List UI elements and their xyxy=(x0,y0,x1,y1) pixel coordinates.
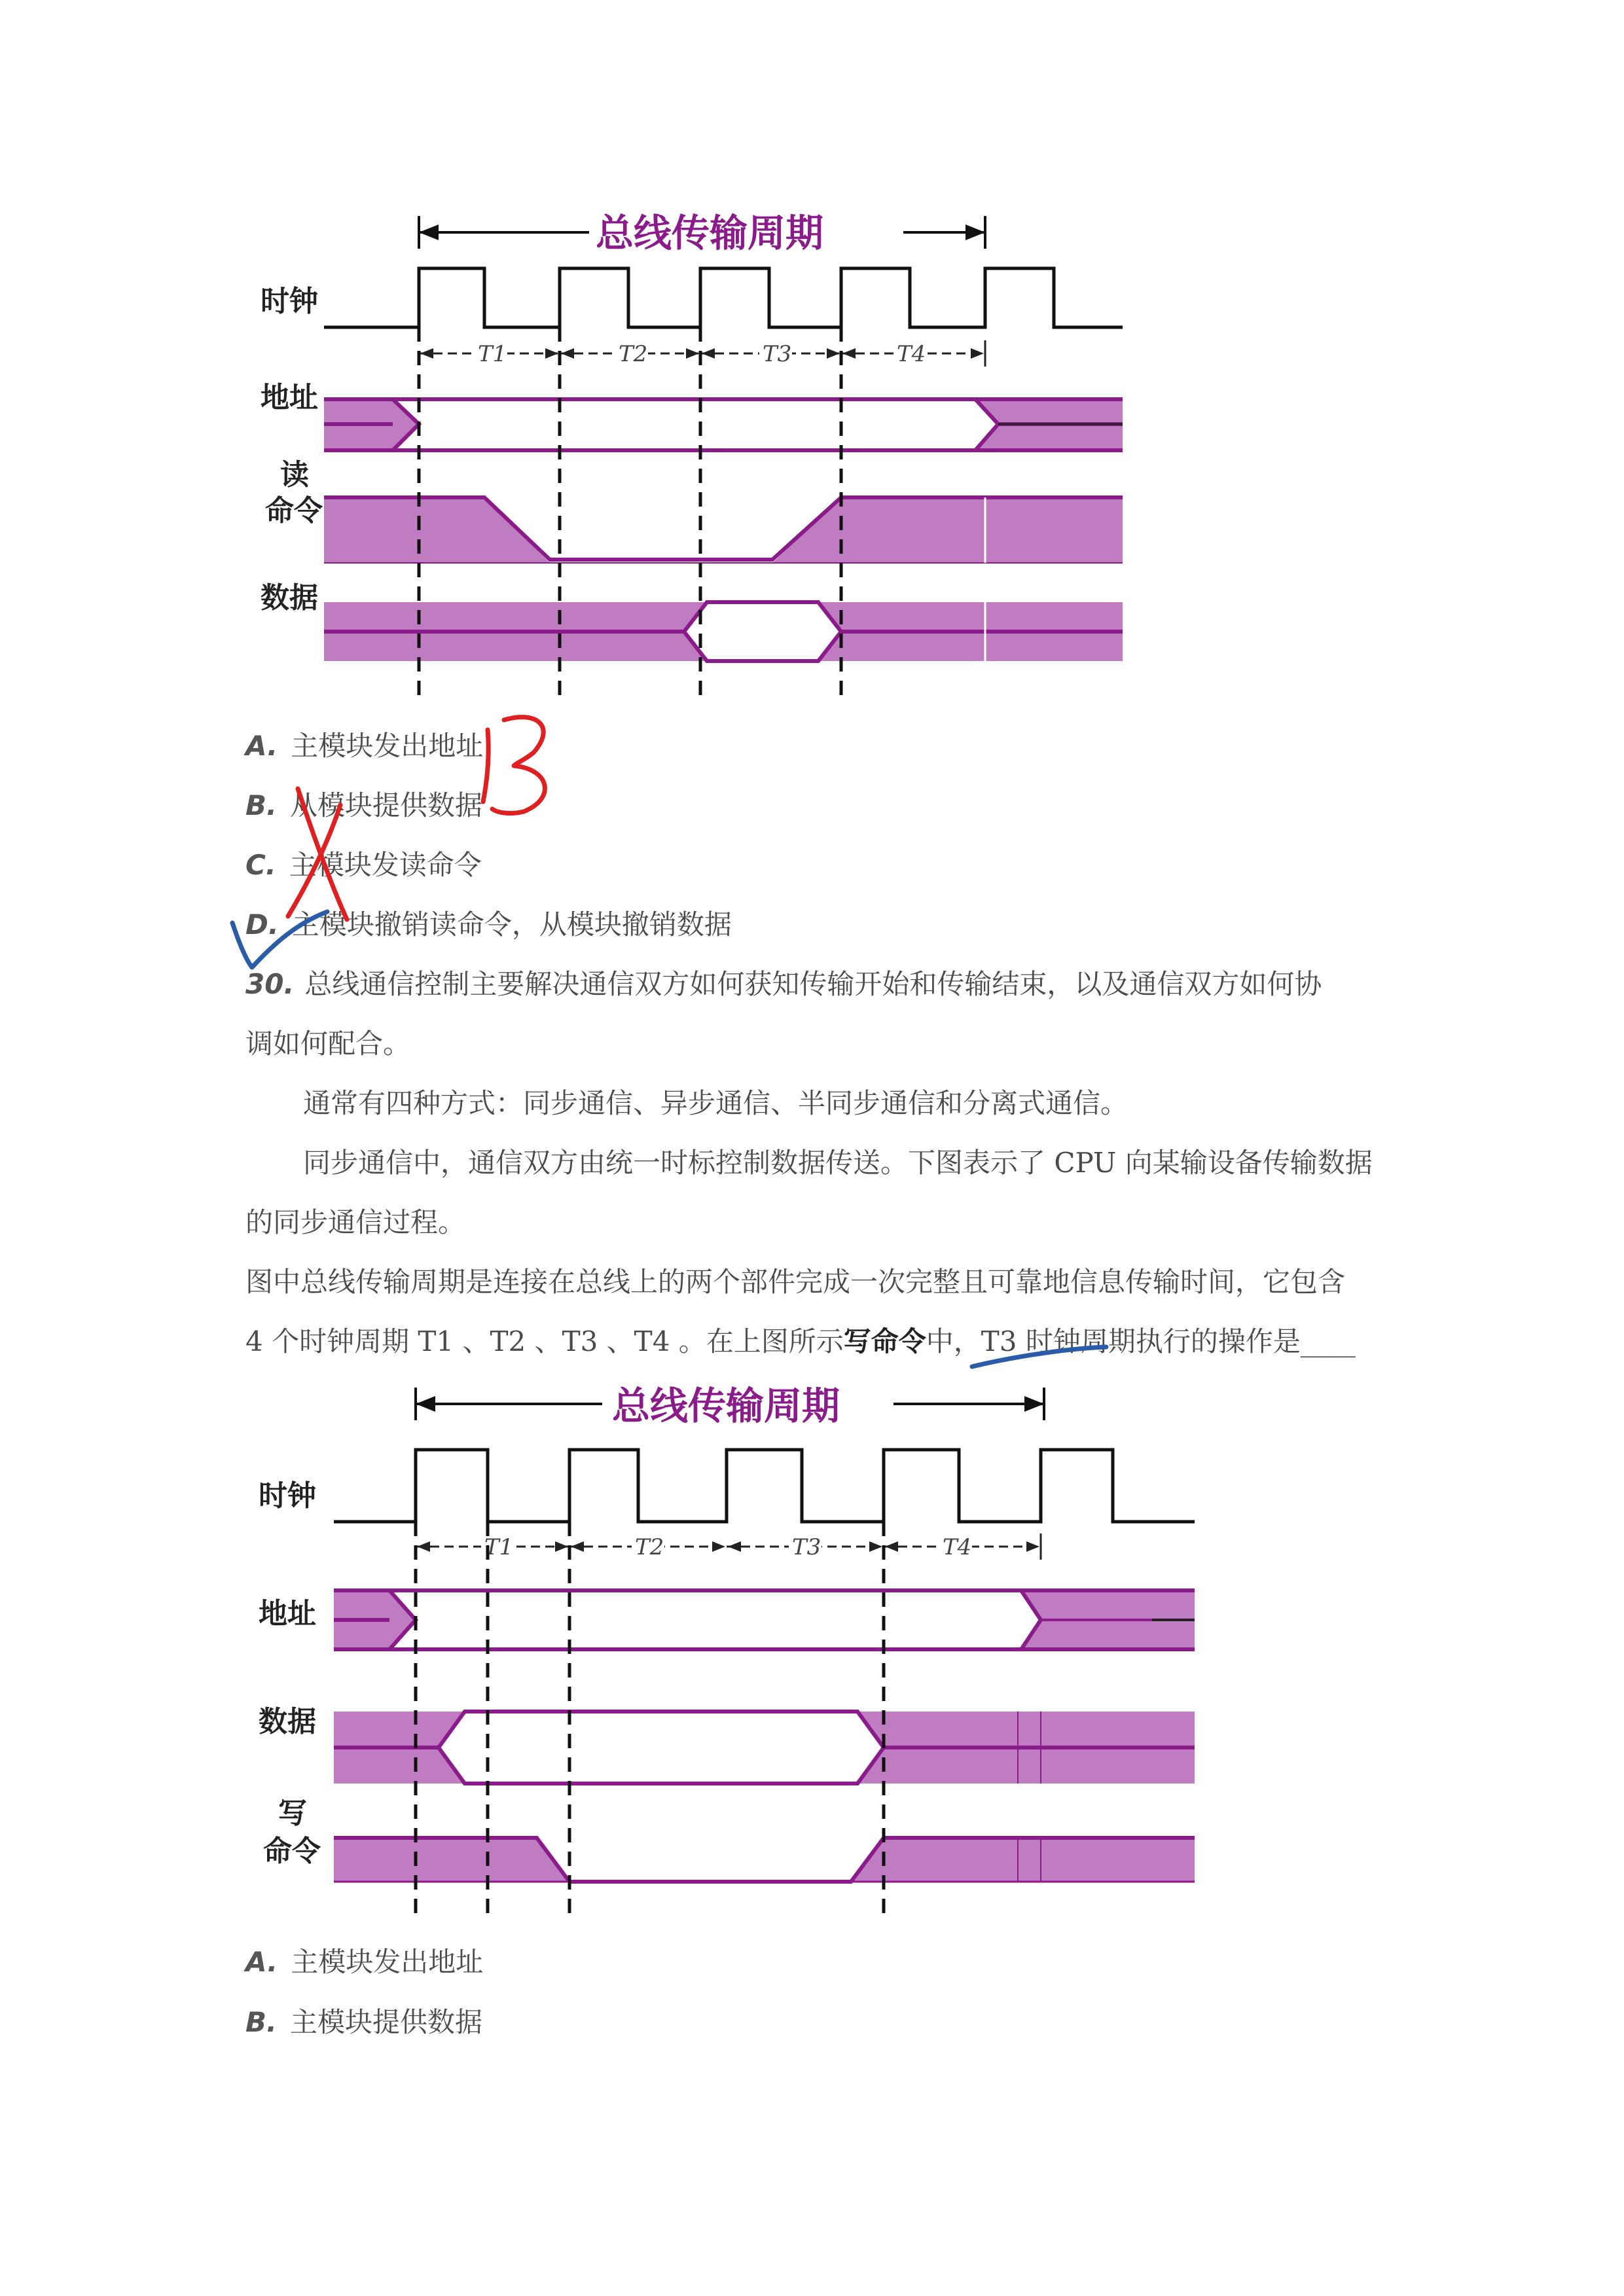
t3-label: T3 xyxy=(792,1534,821,1560)
paragraph-cycle-2 xyxy=(245,1322,1356,1361)
option-text: 从模块提供数据 xyxy=(289,789,482,821)
t2-label: T2 xyxy=(619,341,648,367)
question-30-line1 xyxy=(245,965,1322,1004)
option-text: 主模块发读命令 xyxy=(289,849,482,881)
paragraph-cycle-1: 图中总线传输周期是连接在总线上的两个部件完成一次完整且可靠地信息传输时间，它包含 xyxy=(245,1266,1346,1298)
t3-label: T3 xyxy=(763,341,792,367)
option-letter: B. xyxy=(245,2006,277,2038)
read-command-signal xyxy=(324,497,1123,563)
option-letter: B. xyxy=(245,789,277,821)
option-a[interactable] xyxy=(245,726,483,766)
write-command-signal xyxy=(334,1838,1195,1882)
question-number: 30. xyxy=(245,968,295,1000)
option-text: 主模块提供数据 xyxy=(289,2006,482,2038)
write-timing-diagram xyxy=(249,1374,1218,1931)
paragraph-sync-1: 同步通信中，通信双方由统一时标控制数据传送。下图表示了 CPU 向某输设备传输数据 xyxy=(303,1147,1373,1179)
clock-waveform xyxy=(324,268,1123,327)
t4-label: T4 xyxy=(897,341,926,367)
option-text: 主模块发出地址 xyxy=(291,730,484,762)
option-text: 主模块撤销读命令，从模块撤销数据 xyxy=(291,908,732,941)
option-letter: C. xyxy=(245,849,276,881)
answer-blank[interactable]: ____ xyxy=(1300,1325,1356,1357)
address-bus-signal xyxy=(334,1590,1195,1649)
text-segment: 中，T3 时钟周期执行的操作是 xyxy=(926,1325,1301,1357)
bus-cycle-title: 总线传输周期 xyxy=(596,211,824,255)
option-a[interactable] xyxy=(245,1943,483,1982)
bold-write-command: 写命令 xyxy=(843,1325,926,1357)
option-b[interactable] xyxy=(245,2003,482,2042)
t1-label: T1 xyxy=(478,341,507,367)
option-c[interactable] xyxy=(245,846,482,885)
option-b[interactable] xyxy=(245,786,482,825)
write-label: 写 xyxy=(278,1797,307,1830)
address-label: 地址 xyxy=(261,381,318,414)
address-label: 地址 xyxy=(259,1597,316,1630)
paragraph-sync-2: 的同步通信过程。 xyxy=(245,1206,466,1238)
clock-label: 时钟 xyxy=(261,285,318,318)
question-30-line2: 调如何配合。 xyxy=(245,1028,411,1060)
read-label: 读 xyxy=(280,458,309,492)
clock-label: 时钟 xyxy=(259,1479,316,1513)
option-letter: A. xyxy=(245,730,278,762)
clock-waveform xyxy=(334,1450,1195,1522)
question-text: 总线通信控制主要解决通信双方如何获知传输开始和传输结束，以及通信双方如何协 xyxy=(304,968,1322,1000)
bus-cycle-title: 总线传输周期 xyxy=(612,1384,840,1428)
data-label: 数据 xyxy=(261,581,318,615)
read-timing-diagram xyxy=(249,196,1152,720)
command-label: 命令 xyxy=(265,494,323,528)
option-letter: D. xyxy=(245,908,279,941)
command-label: 命令 xyxy=(263,1835,321,1868)
data-bus-signal xyxy=(334,1712,1195,1784)
red-b-mark xyxy=(483,717,545,814)
option-d[interactable] xyxy=(245,905,732,944)
t4-label: T4 xyxy=(943,1534,972,1560)
paragraph-modes: 通常有四种方式：同步通信、异步通信、半同步通信和分离式通信。 xyxy=(303,1087,1128,1119)
data-label: 数据 xyxy=(259,1705,316,1738)
address-bus-signal xyxy=(324,399,1123,450)
option-text: 主模块发出地址 xyxy=(291,1946,484,1978)
option-letter: A. xyxy=(245,1946,278,1978)
t1-label: T1 xyxy=(484,1534,514,1560)
data-bus-signal xyxy=(324,602,1123,661)
text-segment: 4 个时钟周期 T1 、T2 、T3 、T4 。在上图所示 xyxy=(245,1325,844,1357)
t2-label: T2 xyxy=(635,1534,664,1560)
